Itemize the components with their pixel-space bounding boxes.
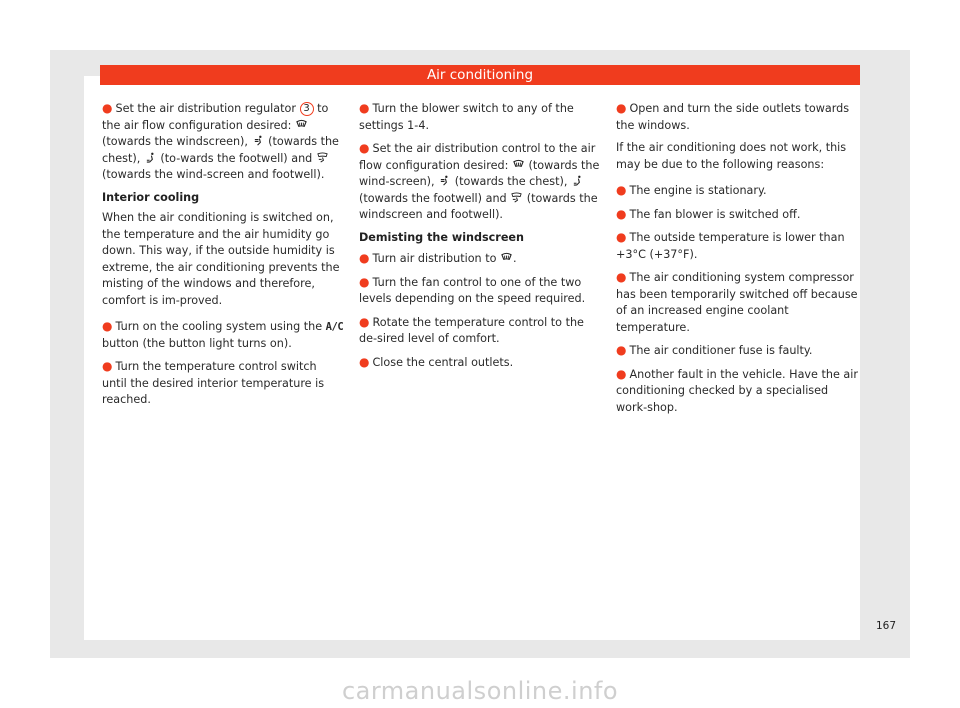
windscreen-icon xyxy=(501,252,512,263)
chest-icon xyxy=(253,135,264,146)
bullet-icon: ● xyxy=(359,314,370,329)
list-item: ● Open and turn the side outlets towards the windows. xyxy=(616,101,850,132)
bullet-icon: ● xyxy=(359,274,370,289)
list-item: ● The air conditioning system compressor has been temporarily switched off because of an increased engine coolant temperature. xyxy=(616,270,858,334)
bullet-icon: ● xyxy=(616,230,627,244)
column-1 xyxy=(102,100,344,415)
bullet-icon: ● xyxy=(102,319,113,333)
paragraph: If the air conditioning does not work, this may be due to the following reasons: xyxy=(616,141,847,171)
bullet-icon: ● xyxy=(616,366,627,381)
windscreen-icon xyxy=(513,159,524,170)
list-item: ● Close the central outlets. xyxy=(359,354,514,369)
list-item: ● Set the air distribution control to the air flow configuration desired: (towards the wind-screen), (towards the chest), (towards the footwell) and (towards the windscreen and footwell). xyxy=(359,141,600,221)
heading-interior-cooling: Interior cooling xyxy=(102,190,200,204)
bullet-icon: ● xyxy=(359,251,370,265)
list-item: ● Turn the temperature control switch until the desired interior temperature is reached. xyxy=(102,359,325,406)
windscreen-icon xyxy=(296,119,307,130)
ac-button-icon: A/C xyxy=(325,321,344,333)
list-item: ● The fan blower is switched off. xyxy=(616,206,801,221)
bullet-icon: ● xyxy=(102,101,113,115)
windscreen-footwell-icon xyxy=(317,152,328,163)
page-number: 167 xyxy=(875,620,896,632)
bullet-icon: ● xyxy=(616,343,627,357)
paragraph: When the air conditioning is switched on, the temperature and the air humidity go down. This way, if the outside humidity is extreme, the air conditioning prevents the misting of the windows and therefore, comfort is im-proved. xyxy=(102,211,340,307)
windscreen-footwell-icon xyxy=(511,192,522,203)
bullet-icon: ● xyxy=(616,183,627,197)
list-item: ● Another fault in the vehicle. Have the air conditioning checked by a specialised work-shop. xyxy=(616,366,858,414)
bullet-icon: ● xyxy=(102,359,113,373)
list-item: ● The engine is stationary. xyxy=(616,183,767,197)
list-item: ● Turn air distribution to . xyxy=(359,251,517,265)
section-header: Air conditioning xyxy=(100,65,860,85)
list-item: ● Set the air distribution regulator 3 to the air flow configuration desired: (towards the windscreen), (towards the chest), (to-wards the footwell) and (towards the wind-screen and footwell). xyxy=(102,101,339,181)
bullet-icon: ● xyxy=(616,206,627,221)
list-item: ● The outside temperature is lower than +3°C (+37°F). xyxy=(616,230,845,261)
column-2 xyxy=(359,100,601,377)
list-item: ● Turn the blower switch to any of the settings 1-4. xyxy=(359,101,574,132)
list-item: ● Turn the fan control to one of the two levels depending on the speed required. xyxy=(359,274,586,305)
column-3 xyxy=(616,100,858,422)
list-item: ● The air conditioner fuse is faulty. xyxy=(616,343,813,357)
bullet-icon: ● xyxy=(616,101,627,115)
watermark: carmanualsonline.info xyxy=(341,677,619,705)
bullet-icon: ● xyxy=(359,141,370,155)
footwell-icon xyxy=(145,152,156,163)
heading-demisting: Demisting the windscreen xyxy=(359,230,524,244)
list-item: ● Rotate the temperature control to the de-sired level of comfort. xyxy=(359,314,584,345)
bullet-icon: ● xyxy=(359,354,370,369)
callout-number: 3 xyxy=(300,102,314,116)
bullet-icon: ● xyxy=(616,270,627,284)
footwell-icon xyxy=(572,175,583,186)
bullet-icon: ● xyxy=(359,101,370,115)
chest-icon xyxy=(439,175,450,186)
list-item: ● Turn on the cooling system using the A/C button (the button light turns on). xyxy=(102,319,344,350)
